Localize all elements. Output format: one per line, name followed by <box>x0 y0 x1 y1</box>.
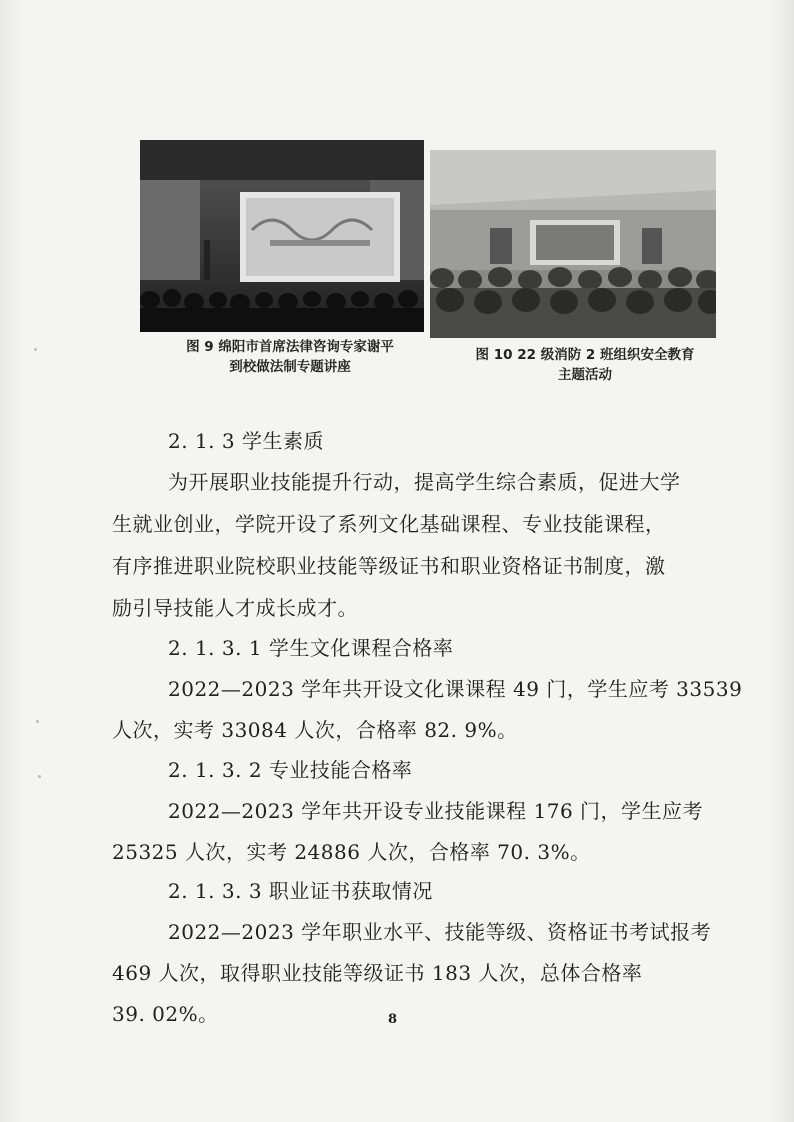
figure-10-caption-line1: 图 10 22 级消防 2 班组织安全教育 <box>475 347 695 363</box>
subsection-3-line: 2022—2023 学年职业水平、技能等级、资格证书考试报考 <box>168 920 712 944</box>
page-number: 8 <box>388 1012 398 1027</box>
section-heading: 2. 1. 3 学生素质 <box>168 429 324 453</box>
intro-line: 生就业创业，学院开设了系列文化基础课程、专业技能课程， <box>112 512 666 536</box>
subsection-3-line: 39. 02%。 <box>112 1002 219 1026</box>
subsection-1-line: 2022—2023 学年共开设文化课课程 49 门，学生应考 33539 <box>168 677 743 701</box>
subsection-2-line: 25325 人次，实考 24886 人次，合格率 70. 3%。 <box>112 840 591 864</box>
subsection-heading-3: 2. 1. 3. 3 职业证书获取情况 <box>168 879 433 903</box>
subsection-heading-2: 2. 1. 3. 2 专业技能合格率 <box>168 758 413 782</box>
figure-9-caption-line2: 到校做法制专题讲座 <box>229 359 351 375</box>
auditorium-photo <box>430 150 716 338</box>
subsection-1-line: 人次，实考 33084 人次，合格率 82. 9%。 <box>112 718 518 742</box>
subsection-3-line: 469 人次，取得职业技能等级证书 183 人次，总体合格率 <box>112 961 643 985</box>
subsection-heading-1: 2. 1. 3. 1 学生文化课程合格率 <box>168 636 454 660</box>
scan-speck <box>38 775 41 778</box>
scan-speck <box>36 720 39 723</box>
figure-9-caption-line1: 图 9 绵阳市首席法律咨询专家谢平 <box>186 339 394 355</box>
subsection-2-line: 2022—2023 学年共开设专业技能课程 176 门，学生应考 <box>168 799 704 823</box>
figure-10-caption-line2: 主题活动 <box>558 367 612 383</box>
figure-10-caption <box>440 345 730 385</box>
scan-speck <box>34 348 37 351</box>
intro-line: 有序推进职业院校职业技能等级证书和职业资格证书制度，激 <box>112 554 666 578</box>
figure-9-caption <box>140 337 440 377</box>
intro-line: 为开展职业技能提升行动，提高学生综合素质，促进大学 <box>168 470 681 494</box>
lecture-photo <box>140 140 424 332</box>
intro-line: 励引导技能人才成长成才。 <box>112 596 358 620</box>
